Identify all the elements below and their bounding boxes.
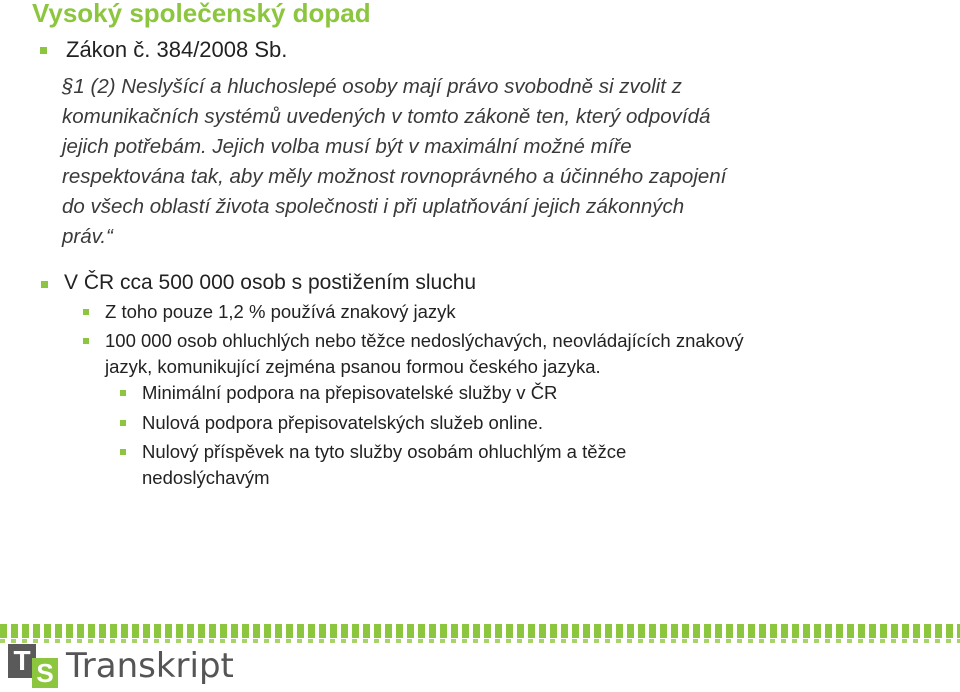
logo-t-block: T [8,644,36,678]
transkript-logo [8,644,268,690]
law-quote-line: §1 (2) Neslyšící a hluchoslepé osoby mají právo svobodně si zvolit z [62,75,682,98]
law-quote-line: do všech oblastí života společnosti i při uplatňování jejich zákonných [62,195,685,218]
law-quote-line: práv.“ [62,225,113,248]
footer-divider-secondary [0,639,960,643]
stats-heading: V ČR cca 500 000 osob s postižením sluchu [64,271,477,294]
support-item-minimal: Minimální podpora na přepisovatelské služby v ČR [142,382,558,403]
bullet-icon [120,420,126,426]
slide-title: Vysoký společenský dopad [32,0,371,28]
law-quote-line: jejich potřebám. Jejich volba musí být v maximální možné míře [62,135,632,158]
bullet-icon [83,338,89,344]
law-quote-line: komunikačních systémů uvedených v tomto zákoně ten, který odpovídá [62,105,711,128]
stats-item-line2: jazyk, komunikující zejména psanou formou českého jazyka. [105,356,601,377]
support-item-contribution [142,439,626,491]
law-quote-line: respektována tak, aby měly možnost rovnoprávného a účinného zapojení [62,165,727,188]
stats-item-prefix: 100 000 [105,330,178,351]
law-quote [62,72,862,252]
footer-divider [0,624,960,638]
law-heading: Zákon č. 384/2008 Sb. [66,37,288,62]
bullet-icon [41,281,48,288]
bullet-icon [120,449,126,455]
bullet-icon [120,390,126,396]
stats-item-signlanguage: Z toho pouze 1,2 % používá znakový jazyk [105,301,456,322]
support-line2: nedoslýchavým [142,467,270,488]
stats-item-deafened [105,328,744,380]
stats-item-rest: , neovládajících znakový [542,330,744,351]
support-item-online: Nulová podpora přepisovatelských služeb online. [142,412,544,433]
logo-s-block: S [32,658,58,688]
support-line1: Nulový příspěvek na tyto služby osobám ohluchlým a těžce [142,441,627,462]
stats-item-emphasis: osob ohluchlých nebo těžce nedoslýchavých [177,330,543,351]
bullet-icon [83,309,89,315]
bullet-icon [40,47,47,54]
logo-wordmark: Transkript [66,646,234,686]
